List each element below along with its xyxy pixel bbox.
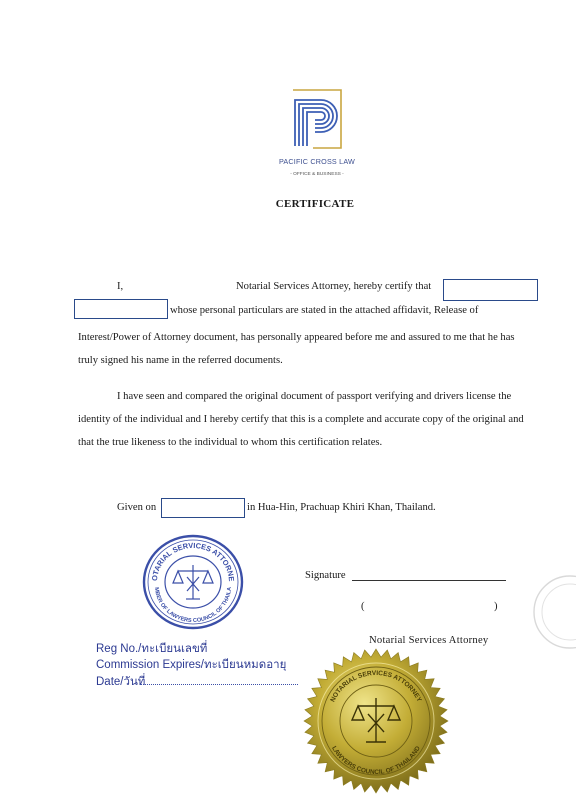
gold-seal-top-text: NOTARIAL SERVICES ATTORNEY: [329, 669, 423, 704]
para2-line2: identity of the individual and I hereby certify that this is a complete and accurate copy of the original and: [78, 414, 524, 425]
para1-i: I,: [117, 281, 124, 292]
blue-stamp-bottom-text: MBER OF LAWYERS COUNCIL OF THAILA: [152, 586, 234, 625]
given-on-label: Given on: [117, 502, 157, 513]
para1-line2: whose personal particulars are stated in the attached affidavit, Release of: [170, 305, 479, 316]
signature-close-paren: ): [494, 601, 498, 612]
notary-stamp: [142, 533, 244, 631]
blue-stamp-top-text: OTARIAL SERVICES ATTORNE: [149, 540, 237, 582]
signature-label: Signature: [305, 570, 346, 581]
given-on-location: in Hua-Hin, Prachuap Khiri Khan, Thailand.: [247, 502, 436, 513]
para1-line4: truly signed his name in the referred documents.: [78, 355, 283, 366]
certified-person-field-1[interactable]: [443, 279, 538, 301]
reg-no-label: Reg No./ทะเบียนเลขที่: [96, 643, 208, 655]
date-label: Date/วันที่: [96, 676, 146, 688]
certified-person-field-2[interactable]: [74, 299, 168, 319]
para1-line3: Interest/Power of Attorney document, has personally appeared before me and assured to me that he has: [78, 332, 515, 343]
page-title: CERTIFICATE: [275, 198, 355, 210]
signature-line[interactable]: [352, 580, 506, 581]
para1-line1: Notarial Services Attorney, hereby certify that: [236, 281, 432, 292]
para2-line1: I have seen and compared the original document of passport verifying and drivers license the: [117, 391, 512, 402]
logo-company-name: PACIFIC CROSS LAW: [278, 157, 356, 166]
date-dotted-line: [140, 684, 298, 685]
signatory-name[interactable]: [370, 600, 490, 614]
gold-seal-bottom-text: LAWYERS COUNCIL OF THAILAND: [330, 745, 422, 777]
signatory-role: Notarial Services Attorney: [369, 635, 489, 646]
signature-open-paren: (: [361, 601, 365, 612]
gold-seal: [302, 646, 450, 796]
commission-expires-label: Commission Expires/ทะเบียนหมดอายุ: [96, 659, 287, 671]
company-logo: [289, 88, 345, 150]
logo-subtitle: - OFFICE & BUSINESS -: [290, 172, 344, 177]
para2-line3: that the true likeness to the individual to whom this certification relates.: [78, 437, 383, 448]
emboss-seal: [518, 572, 576, 652]
date-field[interactable]: [161, 498, 245, 518]
